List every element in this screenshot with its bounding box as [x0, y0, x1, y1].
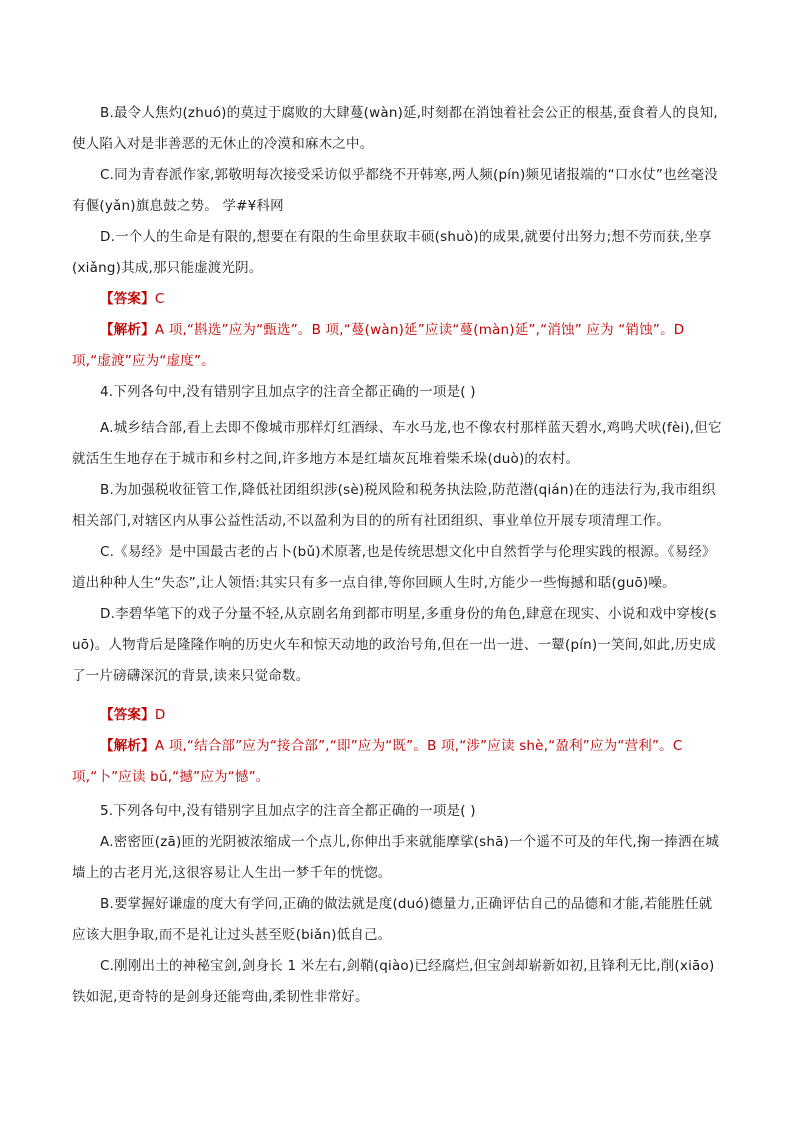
option-d-paragraph: D.一个人的生命是有限的,想要在有限的生命里获取丰硕(shuò)的成果,就要付出努力;想不劳而获,坐享(xiǎng)其成,那只能虚渡光阴。	[72, 229, 712, 276]
answer-label-2: 【答案】	[100, 707, 155, 723]
answer-value: C	[154, 291, 165, 307]
answer-label: 【答案】	[100, 291, 155, 307]
analysis-text: A 项,“斟选”应为“甄选”。B 项,“蔓(wàn)延”应读“蔓(màn)延”,“消蚀” 应为 “销蚀”。D 项,“虚渡”应为“虚度”。	[72, 322, 685, 369]
question-4-stem: 4.下列各句中,没有错别字且加点字的注音全都正确的一项是( )	[100, 384, 476, 400]
analysis-text-2: A 项,“结合部”应为“接合部”,“即”应为“既”。B 项,“涉”应读 shè,“盈利”应为“营利”。C 项,“卜”应读 bǔ,“撼”应为“憾”。	[72, 738, 683, 785]
question-4-option-c: C.《易经》是中国最古老的占卜(bǔ)术原著,也是传统思想文化中自然哲学与伦理实践的根源。《易经》道出种种人生“失态”,让人领悟:其实只有多一点自律,等你回顾人生时,方能少一些悔撼和聒(guō)噪。	[72, 544, 716, 591]
analysis-label: 【解析】	[100, 322, 155, 338]
analysis-paragraph-2	[72, 731, 724, 793]
question-4-option-a: A.城乡结合部,看上去即不像城市那样灯红酒绿、车水马龙,也不像农村那样蓝天碧水,鸡鸣犬吠(fèi),但它就活生生地存在于城市和乡村之间,许多地方本是红墙灰瓦堆着柴禾垛(duò)的农村。	[72, 420, 722, 467]
question-5-option-a: A.密密匝(zā)匝的光阴被浓缩成一个点儿,你伸出手来就能摩挲(shā)一个遥不可及的年代,掬一捧洒在城墙上的古老月光,这很容易让人生出一梦千年的恍惚。	[72, 834, 720, 881]
option-b-paragraph: B.最令人焦灼(zhuó)的莫过于腐败的大肆蔓(wàn)延,时刻都在消蚀着社会公正的根基,蚕食着人的良知,使人陷入对是非善恶的无休止的冷漠和麻木之中。	[72, 105, 718, 152]
question-5-option-b: B.要掌握好谦虚的度大有学问,正确的做法就是度(duó)德量力,正确评估自己的品德和才能,若能胜任就应该大胆争取,而不是礼让过头甚至贬(biǎn)低自己。	[72, 896, 713, 943]
question-5-option-c: C.刚刚出土的神秘宝剑,剑身长 1 米左右,剑鞘(qiào)已经腐烂,但宝剑却崭新如初,且锋利无比,削(xiāo)铁如泥,更奇特的是剑身还能弯曲,柔韧性非常好。	[72, 958, 715, 1005]
answer-line-2	[72, 700, 724, 731]
question-4-option-d: D.李碧华笔下的戏子分量不轻,从京剧名角到都市明星,多重身份的角色,肆意在现实、小说和戏中穿梭(suō)。人物背后是隆隆作响的历史火车和惊天动地的政治号角,但在一出一进、一颦(pín)一笑间,如此,历史成了一片磅礴深沉的背景,读来只觉命数。	[72, 606, 717, 684]
question-5-stem: 5.下列各句中,没有错别字且加点字的注音全都正确的一项是( )	[100, 803, 476, 819]
analysis-paragraph	[72, 315, 724, 377]
answer-value-2: D	[154, 707, 166, 723]
analysis-label-2: 【解析】	[100, 738, 155, 754]
option-c-paragraph: C.同为青春派作家,郭敬明每次接受采访似乎都绕不开韩寒,两人频(pín)频见诸报端的“口水仗”也丝毫没有偃(yǎn)旗息鼓之势。 学#¥科网	[72, 167, 718, 214]
answer-line	[72, 284, 724, 315]
question-4-option-b: B.为加强税收征管工作,降低社团组织涉(sè)税风险和税务执法险,防范潜(qián)在的违法行为,我市组织相关部门,对辖区内从事公益性活动,不以盈利为目的的所有社团组织、事业单位开展专项清理工作。	[72, 482, 716, 529]
